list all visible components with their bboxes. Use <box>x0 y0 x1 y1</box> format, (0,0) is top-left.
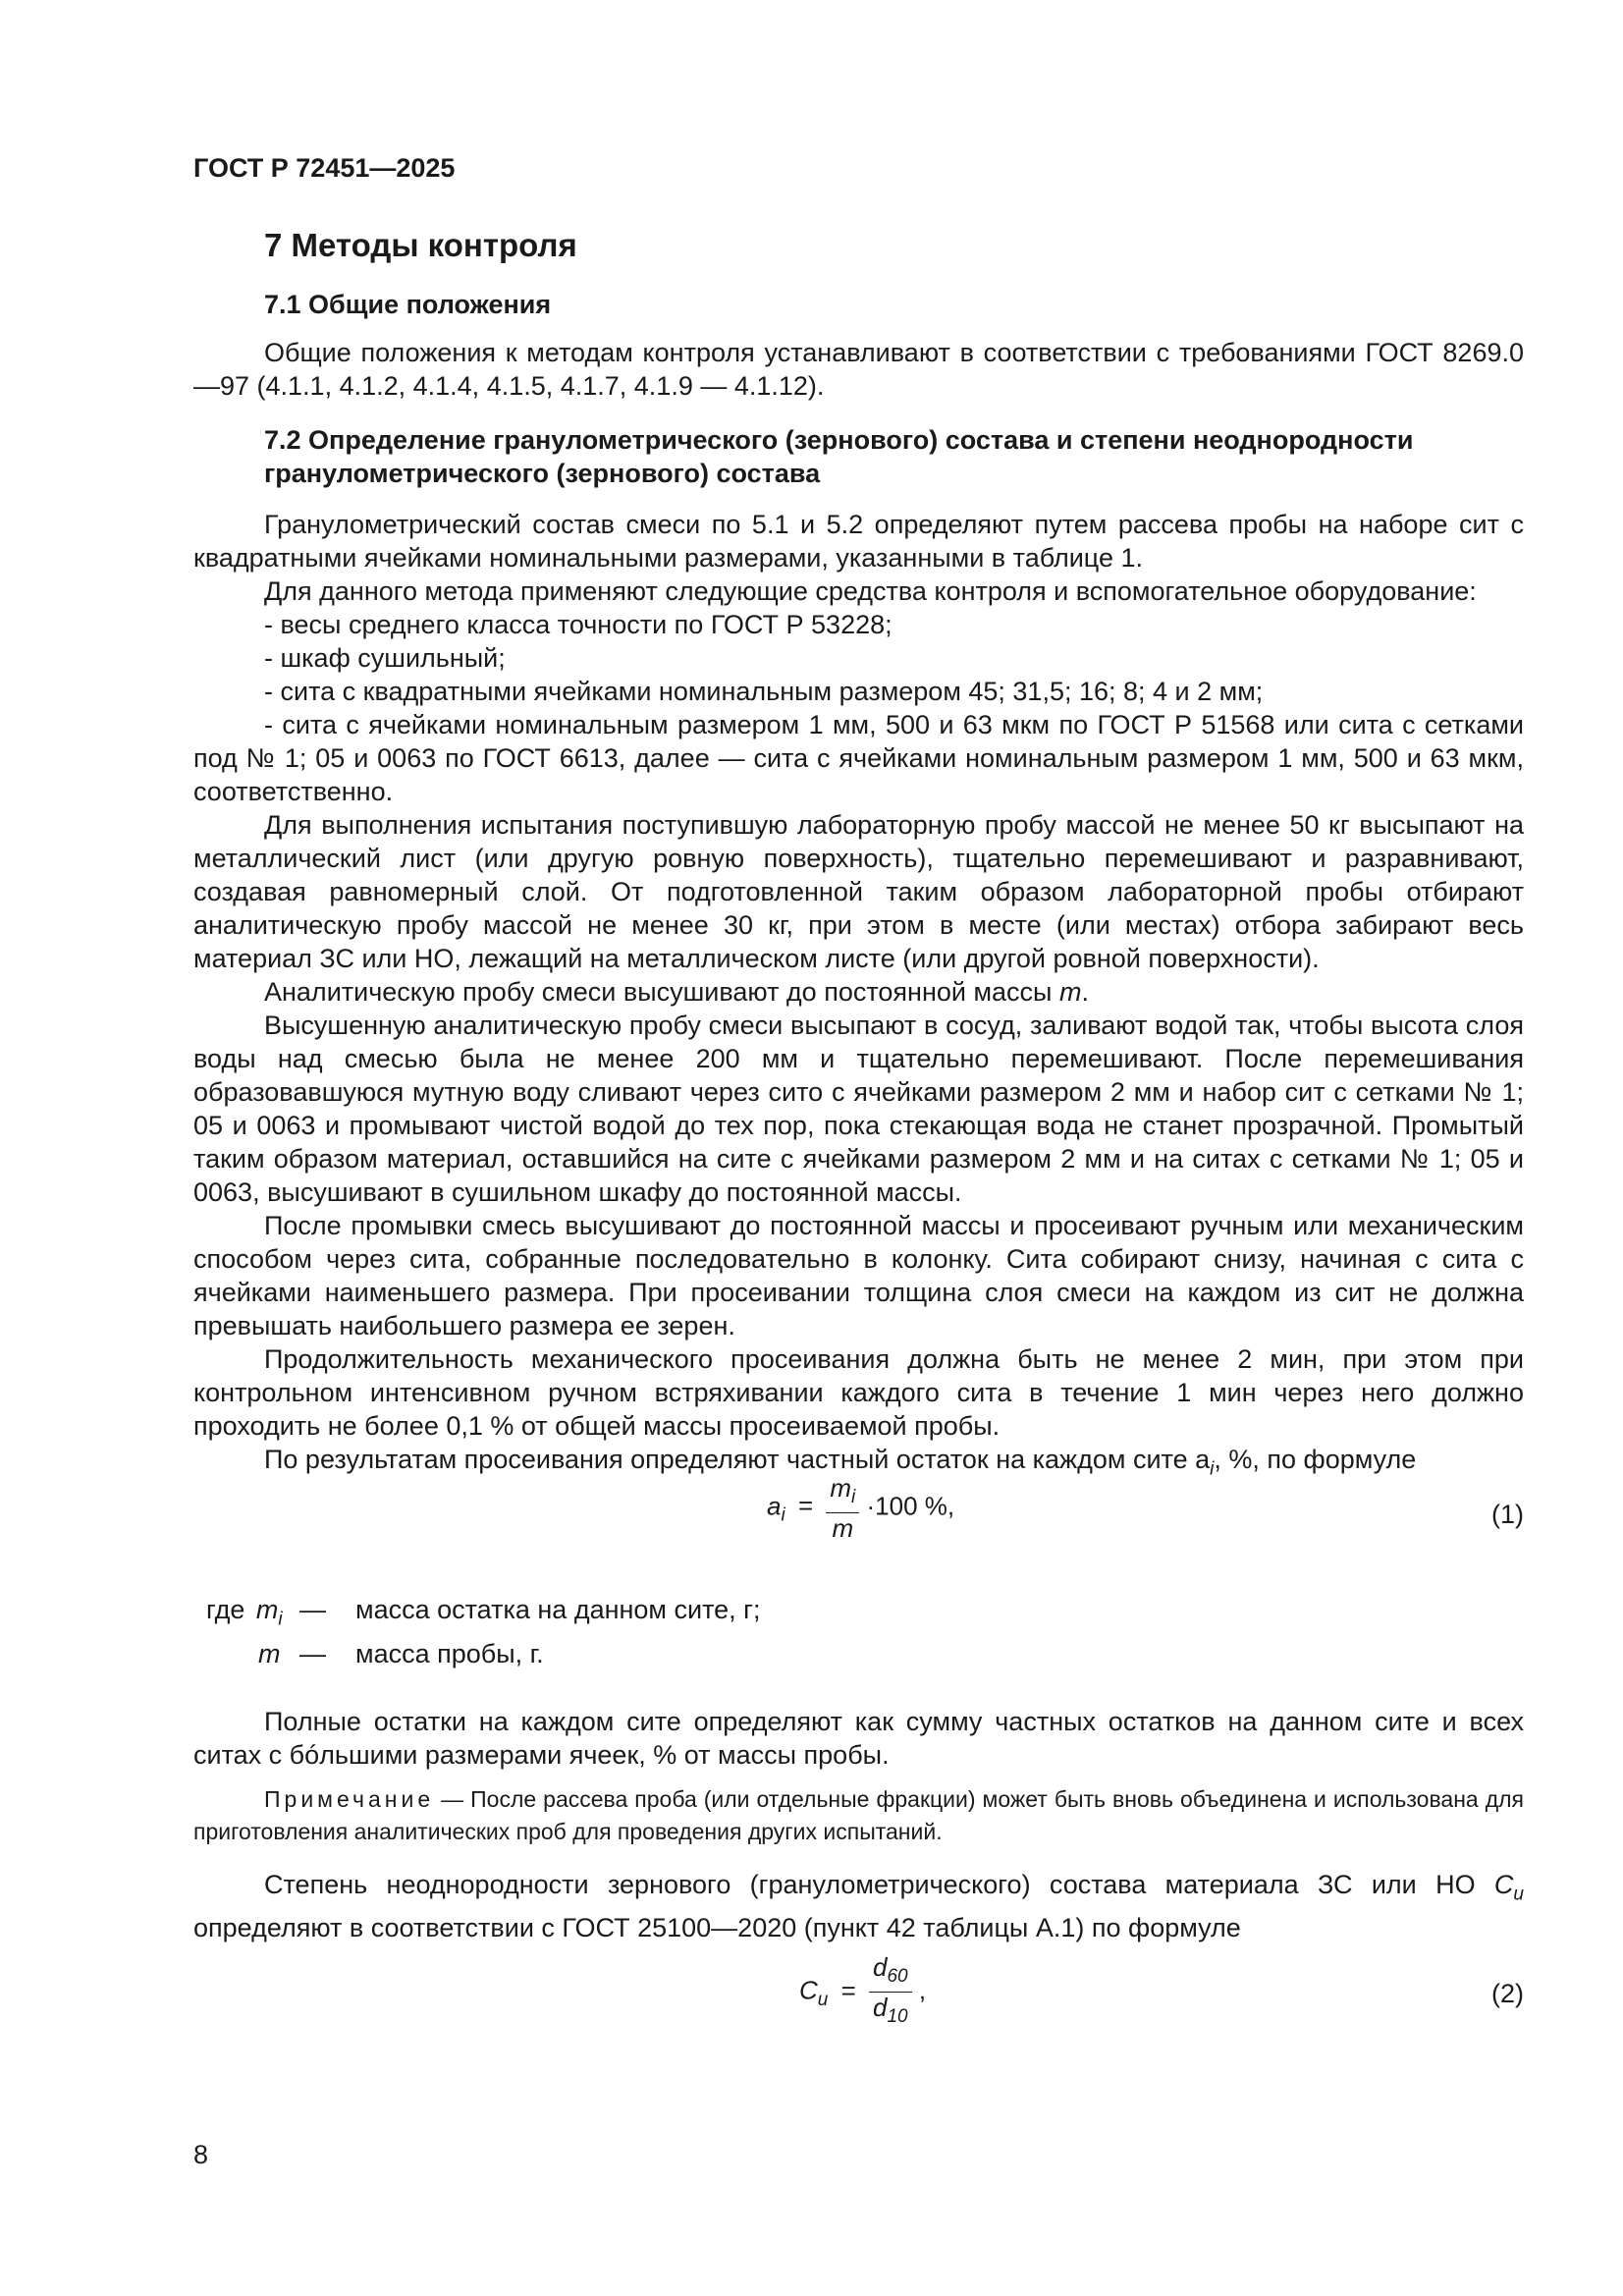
paragraph-total-residue: Полные остатки на каждом сите определяют как сумму частных остатков на данном сите и всех ситах с бóльшими размерами ячеек, % от массы пробы. <box>193 1707 1524 1770</box>
note-paragraph: Примечание — После рассева проба (или отдельные фракции) может быть вновь объединена и использована для приготовления аналитических проб для проведения других испытаний. <box>193 1786 1524 1844</box>
where-row-mi: где $m_i$ <box>206 1595 283 1630</box>
formula-2: $C_u$ = $\frac{d_{60}}{d_{10}}$ , <box>799 1952 926 2032</box>
page-number: 8 <box>193 2140 209 2169</box>
paragraph-partial-residue: По результатам просеивания определяют частный остаток на каждом сите $a_i$, %, по формуле <box>264 1445 1417 1480</box>
formula-2-fraction: $\frac{d_{60}}{d_{10}}$ <box>869 1952 912 2032</box>
formula-1-number: (1) <box>1491 1500 1524 1529</box>
document-code-header: ГОСТ Р 72451—2025 <box>193 153 456 183</box>
formula-1-fraction: $\frac{m_i}{m}$ <box>826 1473 859 1543</box>
where-desc-m: масса пробы, г. <box>355 1639 544 1668</box>
paragraph-sieving-duration: Продолжительность механического просеивания должна быть не менее 2 мин, при этом при контрольном интенсивном ручном встряхивании каждого сита в течение 1 мин через него должно проходить не более 0,1 % от общей массы просеиваемой пробы. <box>193 1344 1524 1441</box>
paragraph-7-1-text: Общие положения к методам контроля устанавливают в соответствии с требованиями ГОСТ 8269.0—97 (4.1.1, 4.1.2, 4.1.4, 4.1.5, 4.1.7, 4.1.9 — 4.1.12). <box>193 338 1524 401</box>
paragraph-sieve-method: Гранулометрический состав смеси по 5.1 и 5.2 определяют путем рассева пробы на наборе сит с квадратными ячейками номинальными размерами, указанными в таблице 1. <box>193 510 1524 573</box>
where-row-m: m <box>258 1639 281 1668</box>
subsection-7-2-title: 7.2 Определение гранулометрического (зернового) состава и степени неоднородности гранулометрического (зернового) состава <box>264 425 1414 488</box>
formula-2-number: (2) <box>1491 1979 1524 2008</box>
list-item-drying-cabinet: - шкаф сушильный; <box>264 643 506 673</box>
where-dash-m: — <box>299 1639 326 1668</box>
paragraph-sample-preparation: Для выполнения испытания поступившую лабораторную пробу массой не менее 50 кг высыпают на металлический лист (или другую ровную поверхность), тщательно перемешивают и разравнивают, создавая равномерный слой. От подготовленной таким образом лабораторной пробы отбирают аналитическую пробу массой не менее 30 кг, при этом в месте (или местах) отбора забирают весь материал ЗС или НО, лежащий на металлическом листе (или другой ровной поверхности). <box>193 810 1524 973</box>
list-item-scales: - весы среднего класса точности по ГОСТ Р 53228; <box>264 610 893 639</box>
section-7-title: 7 Методы контроля <box>264 227 577 263</box>
formula-1: $a_i$ = $\frac{m_i}{m}$ ·100 %, <box>767 1473 955 1544</box>
paragraph-washing: Высушенную аналитическую пробу смеси высыпают в сосуд, заливают водой так, чтобы высота слоя воды над смесью была не менее 200 мм и тщательно перемешивают. После перемешивания образовавшуюся мутную воду сливают через сито с ячейками размером 2 мм и набор сит с сетками № 1; 05 и 0063 и промывают чистой водой до тех пор, пока стекающая вода не станет прозрачной. Промытый таким образом материал, оставшийся на сите с ячейками размером 2 мм и на ситах с сетками № 1; 05 и 0063, высушивают в сушильном шкафу до постоянной массы. <box>193 1011 1524 1207</box>
list-item-fine-sieves: - сита с ячейками номинальным размером 1 мм, 500 и 63 мкм по ГОСТ Р 51568 или сита с сетками под № 1; 05 и 0063 по ГОСТ 6613, далее — сита с ячейками номинальным размером 1 мм, 500 и 63 мкм, соответственно. <box>193 710 1524 806</box>
paragraph-equipment-intro: Для данного метода применяют следующие средства контроля и вспомогательное оборудование: <box>264 576 1477 606</box>
where-dash-mi: — <box>299 1595 326 1624</box>
subsection-7-1-title: 7.1 Общие положения <box>264 290 552 319</box>
paragraph-uniformity: Степень неоднородности зернового (гранулометрического) состава материала ЗС или НО $C_u$ определяют в соответствии с ГОСТ 25100—2020 (пункт 42 таблицы А.1) по формуле <box>193 1870 1524 1943</box>
list-item-square-sieves: - сита с квадратными ячейками номинальным размером 45; 31,5; 16; 8; 4 и 2 мм; <box>264 677 1264 706</box>
paragraph-sieving: После промывки смесь высушивают до постоянной массы и просеивают ручным или механическим способом через сита, собранные последовательно в колонку. Сита собирают снизу, начиная с сита с ячейками наименьшего размера. При просеивании толщина слоя смеси на каждом из сит не должна превышать наибольшего размера ее зерен. <box>193 1211 1524 1340</box>
paragraph-drying: Аналитическую пробу смеси высушивают до постоянной массы m. <box>264 977 1089 1007</box>
where-desc-mi: масса остатка на данном сите, г; <box>355 1595 761 1624</box>
